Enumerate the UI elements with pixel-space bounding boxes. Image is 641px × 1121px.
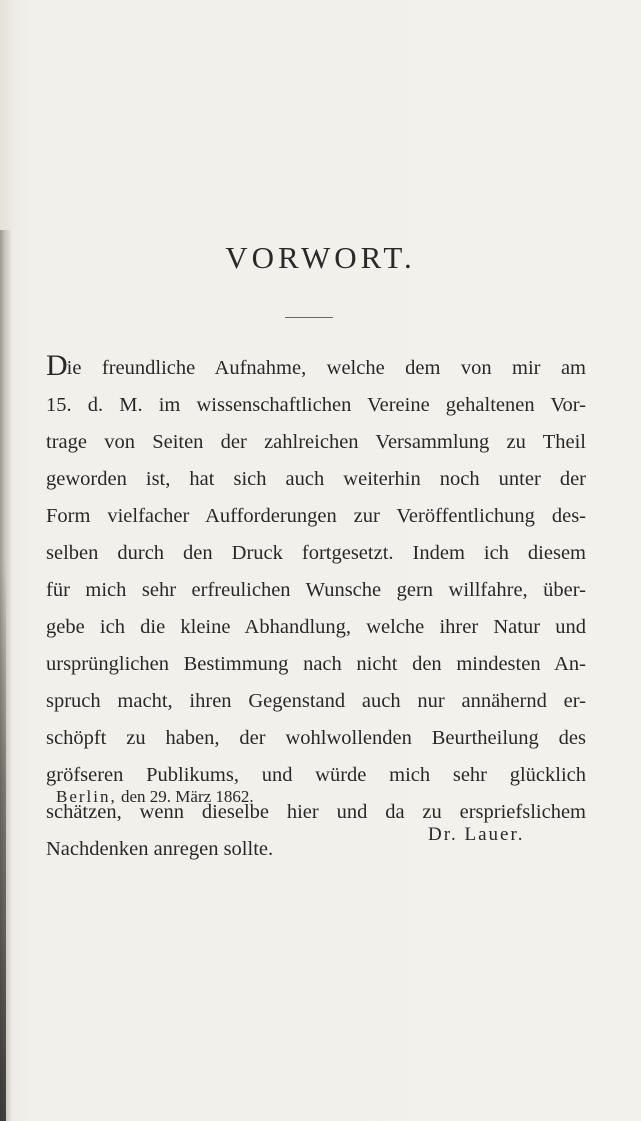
text-line: gröfseren Publikums, und würde mich sehr glücklich: [46, 764, 586, 786]
first-line-text: ie freundliche Aufnahme, welche dem von mir am: [66, 357, 586, 379]
place-and-date: [56, 787, 254, 807]
text-line: ursprünglichen Bestimmung nach nicht den mindesten An-: [46, 653, 586, 675]
text-line: trage von Seiten der zahlreichen Versammlung zu Theil: [46, 431, 586, 453]
drop-cap: D: [46, 350, 67, 382]
author-signature: Dr. Lauer.: [428, 824, 525, 845]
text-line: 15. d. M. im wissenschaftlichen Vereine gehaltenen Vor-: [46, 394, 586, 416]
text-line-last: Nachdenken anregen sollte.: [46, 838, 274, 860]
date: den 29. März 1862.: [116, 787, 254, 806]
text-line: selben durch den Druck fortgesetzt. Indem ich diesem: [46, 542, 586, 564]
text-line-1: [46, 350, 586, 387]
text-line: gebe ich die kleine Abhandlung, welche ihrer Natur und: [46, 616, 586, 638]
place: Berlin,: [56, 787, 117, 806]
text-line: schöpft zu haben, der wohlwollenden Beurtheilung des: [46, 727, 586, 749]
text-line: schätzen, wenn dieselbe hier und da zu erspriefslichem: [46, 801, 586, 823]
text-line: spruch macht, ihren Gegenstand auch nur annähernd er-: [46, 690, 586, 712]
text-line: für mich sehr erfreulichen Wunsche gern willfahre, über-: [46, 579, 586, 601]
binding-gutter-dark: [0, 560, 6, 1121]
text-line: geworden ist, hat sich auch weiterhin noch unter der: [46, 468, 586, 490]
text-line: Form vielfacher Aufforderungen zur Veröffentlichung des-: [46, 505, 586, 527]
page-title: VORWORT.: [225, 240, 416, 275]
title-divider: [285, 317, 333, 318]
